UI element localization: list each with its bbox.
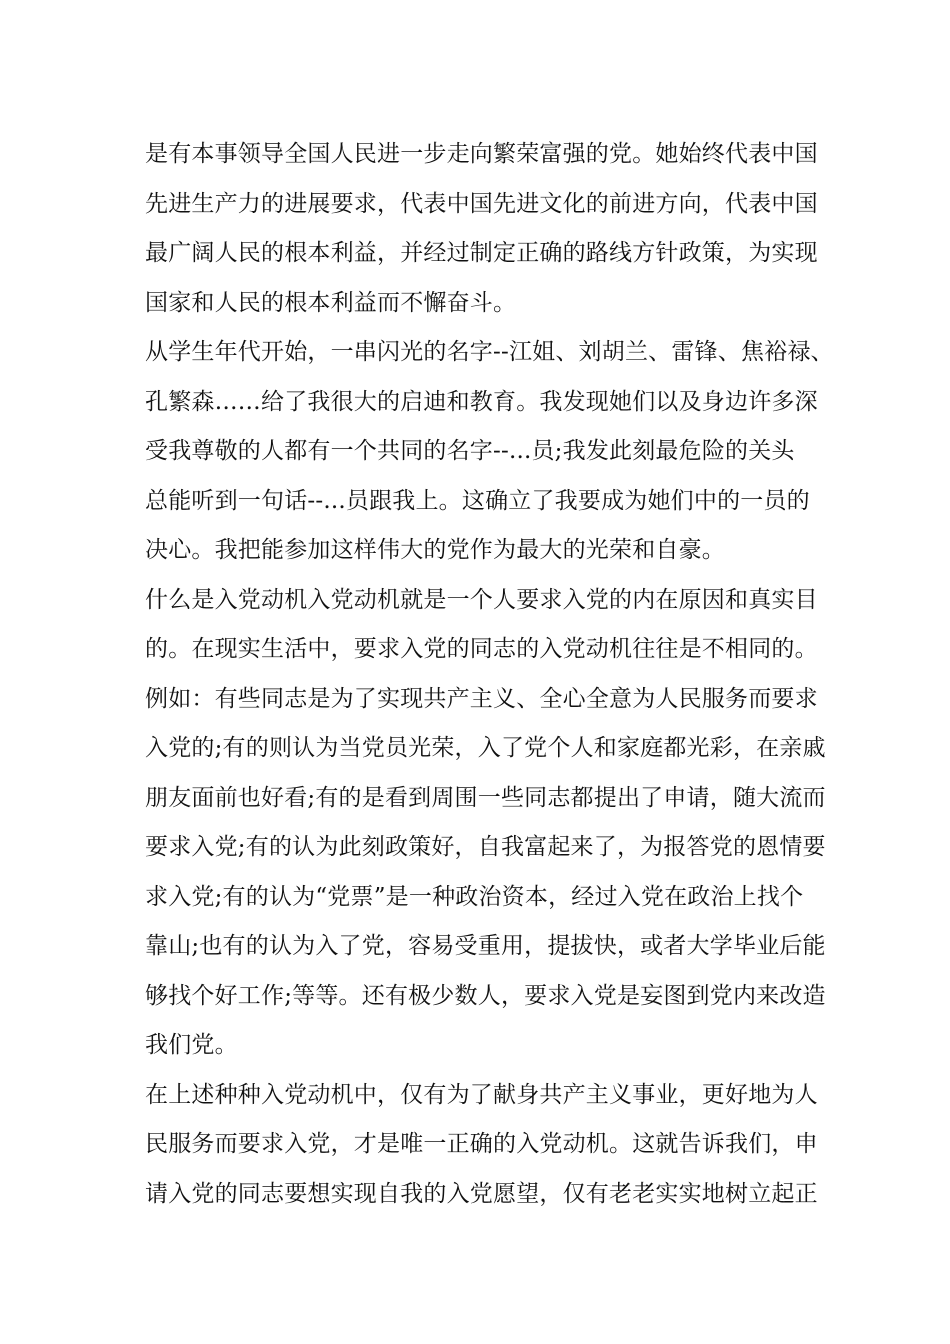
text-line: 朋友面前也好看;有的是看到周围一些同志都提出了申请，随大流而: [145, 784, 826, 811]
document-body: [145, 130, 845, 1219]
text-line: 从学生年代开始，一串闪光的名字--江姐、刘胡兰、雷锋、焦裕禄、: [145, 339, 834, 365]
text-line: 求入党;有的认为“党票”是一种政治资本，经过入党在政治上找个: [145, 883, 804, 910]
text-line: 入党的;有的则认为当党员光荣，入了党个人和家庭都光彩，在亲戚: [145, 735, 826, 761]
text-line: 够找个好工作;等等。还有极少数人，要求入党是妄图到党内来改造: [145, 982, 826, 1009]
text-line: 民服务而要求入党，才是唯一正确的入党动机。这就告诉我们，申: [145, 1131, 818, 1157]
text-line: 受我尊敬的人都有一个共同的名字--...员;我发此刻最危险的关头: [145, 438, 795, 464]
text-line: 决心。我把能参加这样伟大的党作为最大的光荣和自豪。: [145, 537, 725, 563]
text-line: 什么是入党动机入党动机就是一个人要求入党的内在原因和真实目: [145, 586, 818, 613]
text-line: 在上述种种入党动机中，仅有为了献身共产主义事业，更好地为人: [145, 1081, 818, 1108]
text-line: 的。在现实生活中，要求入党的同志的入党动机往往是不相同的。: [145, 636, 818, 662]
text-line: 先进生产力的进展要求，代表中国先进文化的前进方向，代表中国: [145, 190, 818, 217]
text-line: 例如：有些同志是为了实现共产主义、全心全意为人民服务而要求: [145, 685, 818, 712]
text-line: 是有本事领导全国人民进一步走向繁荣富强的党。她始终代表中国: [145, 141, 818, 167]
text-line: 要求入党;有的认为此刻政策好，自我富起来了，为报答党的恩情要: [145, 834, 826, 860]
text-line: 最广阔人民的根本利益，并经过制定正确的路线方针政策，为实现: [145, 240, 818, 266]
text-line: 请入党的同志要想实现自我的入党愿望，仅有老老实实地树立起正: [145, 1180, 818, 1207]
text-line: 孔繁森……给了我很大的启迪和教育。我发现她们以及身边许多深: [145, 388, 818, 415]
text-line: 我们党。: [145, 1032, 238, 1058]
text-line: 靠山;也有的认为入了党，容易受重用，提拔快，或者大学毕业后能: [145, 933, 826, 959]
text-line: 总能听到一句话--...员跟我上。这确立了我要成为她们中的一员的: [145, 487, 810, 514]
text-line: 国家和人民的根本利益而不懈奋斗。: [145, 289, 517, 316]
